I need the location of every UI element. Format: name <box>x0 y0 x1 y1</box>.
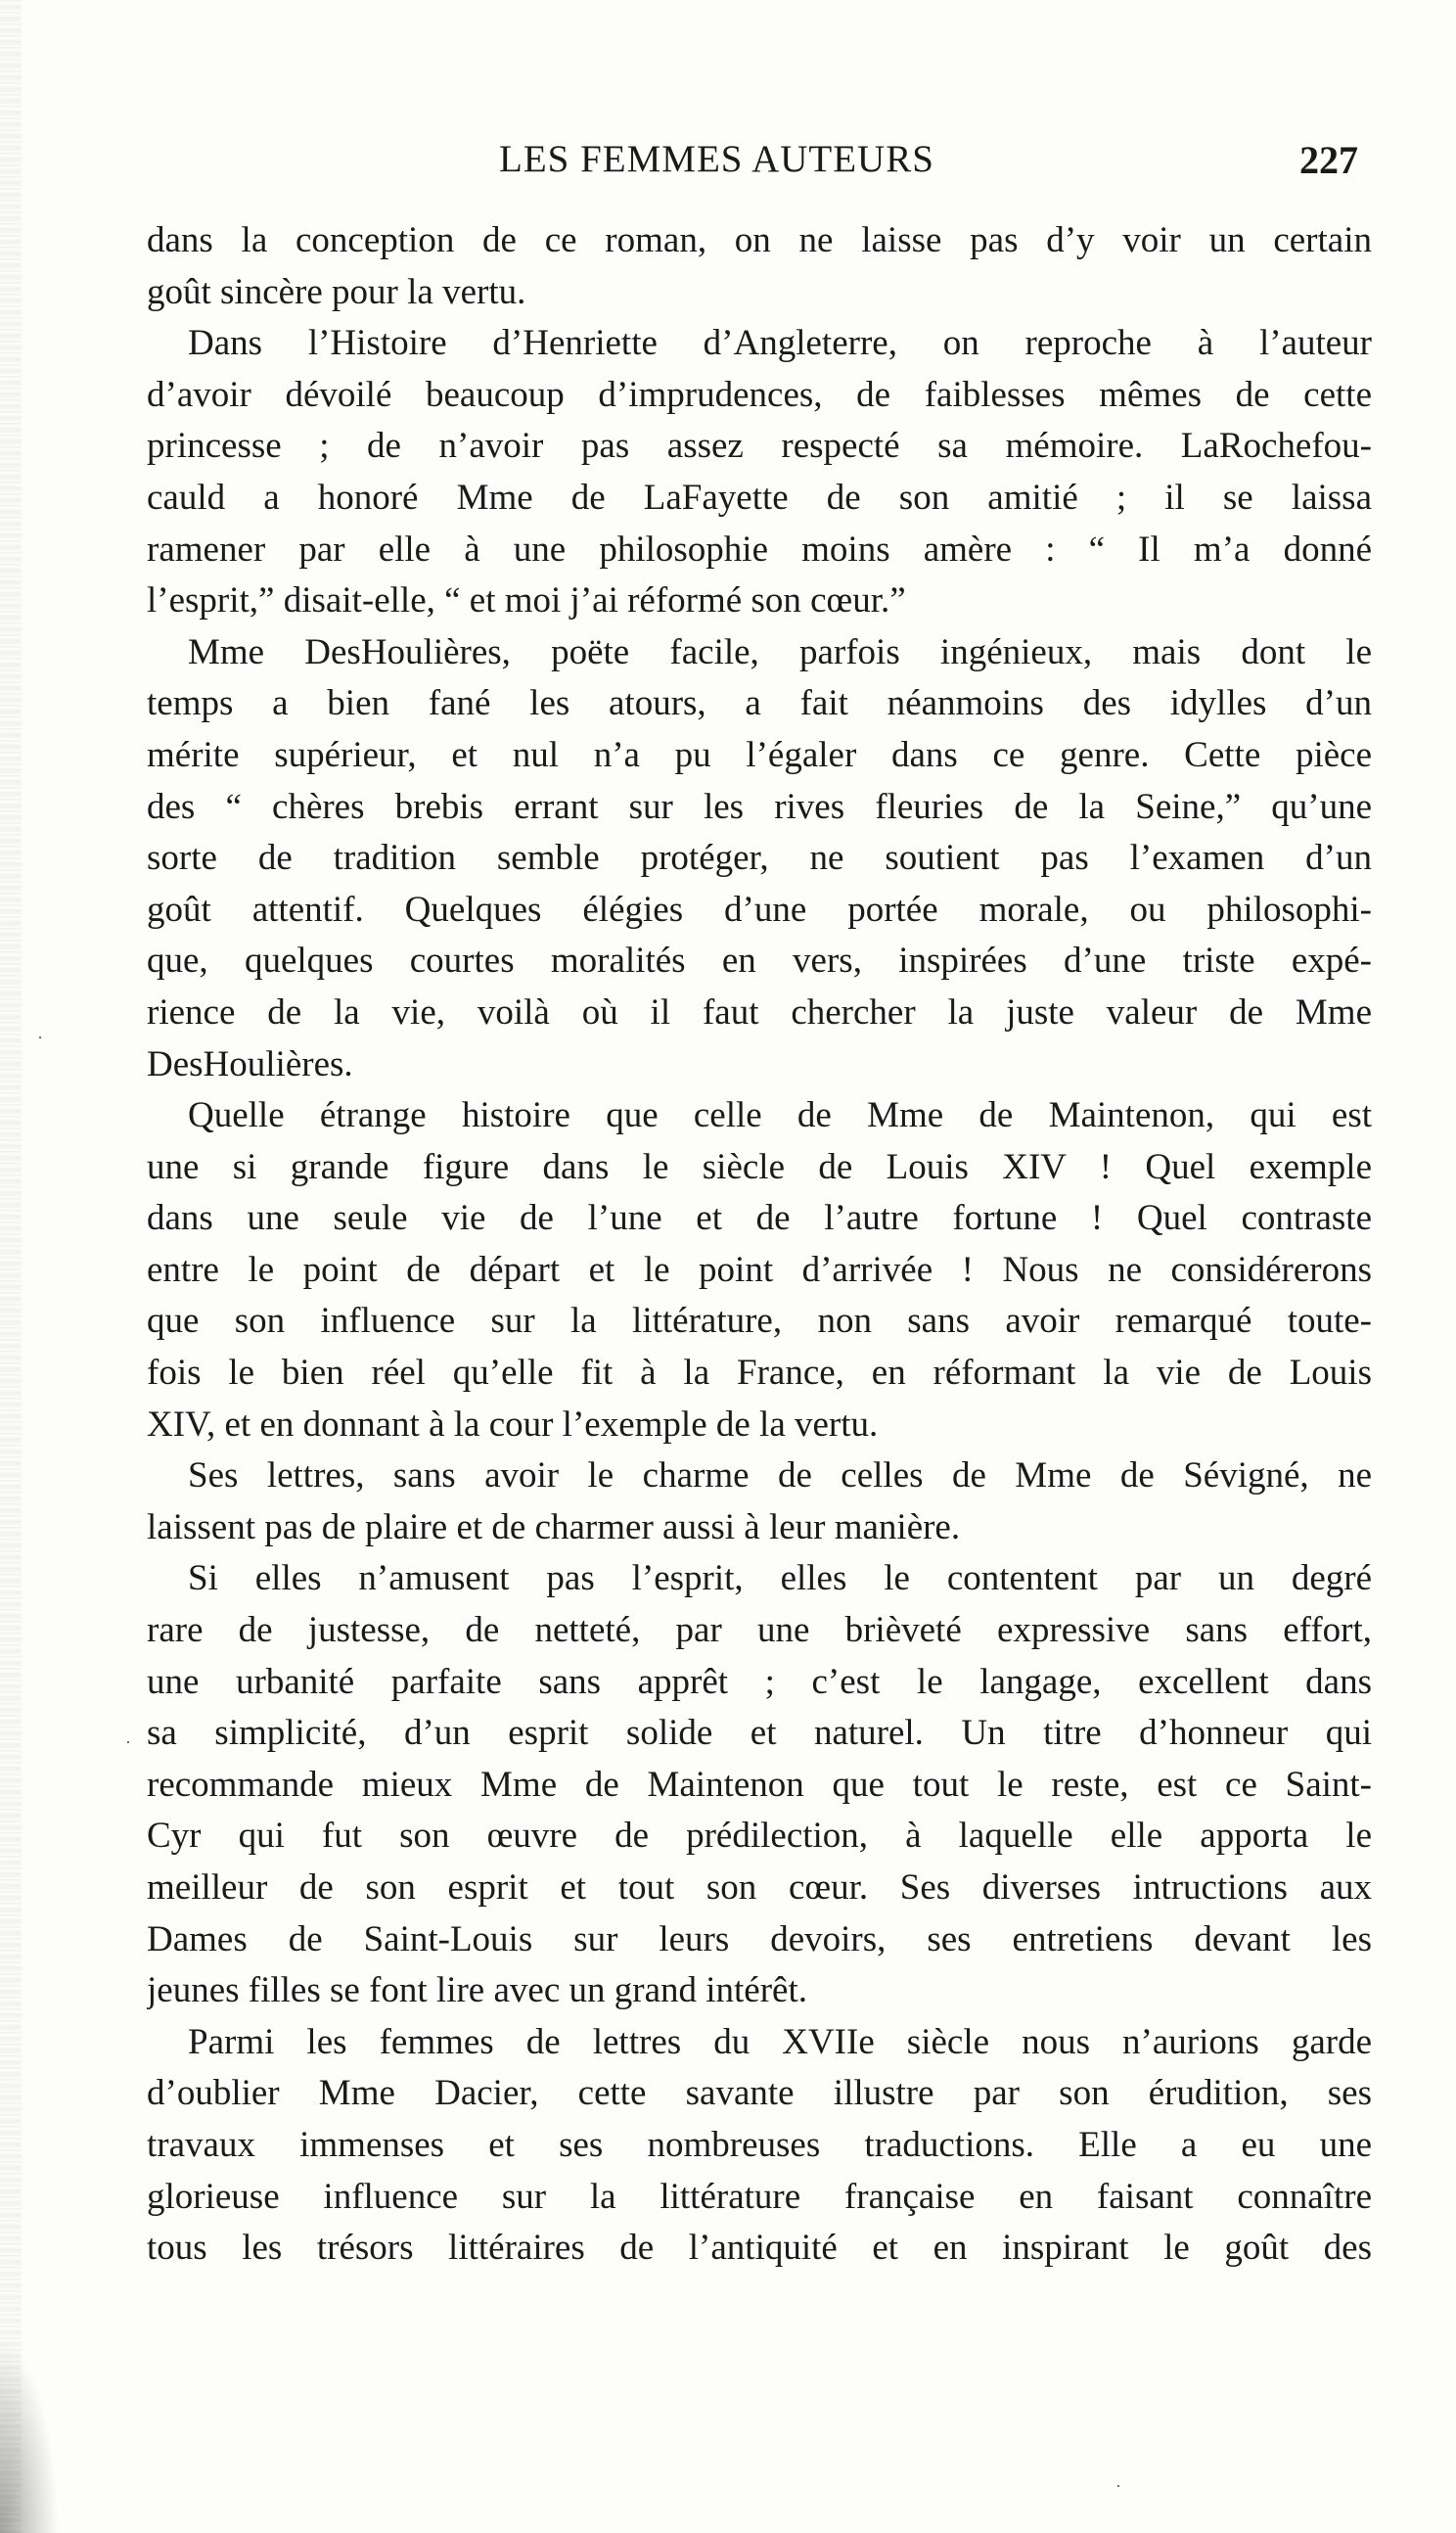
scan-speck: · <box>125 1732 131 1752</box>
text-line: d’oublier Mme Dacier, cette savante illustre par son érudition, ses <box>147 2073 1372 2114</box>
text-line: DesHoulières. <box>147 1043 353 1084</box>
text-line: goût sincère pour la vertu. <box>147 271 526 312</box>
text-line: sa simplicité, d’un esprit solide et naturel. Un titre d’honneur qui <box>147 1713 1372 1754</box>
text-line: Quelle étrange histoire que celle de Mme de Maintenon, qui est <box>188 1095 1372 1136</box>
text-line: d’avoir dévoilé beaucoup d’imprudences, de faiblesses mêmes de cette <box>147 374 1372 415</box>
text-line: dans une seule vie de l’une et de l’autre fortune ! Quel contraste <box>147 1198 1372 1239</box>
text-line: rience de la vie, voilà où il faut chercher la juste valeur de Mme <box>147 991 1372 1033</box>
scan-edge-noise <box>0 0 22 2533</box>
text-line: une si grande figure dans le siècle de Louis XIV ! Quel exemple <box>147 1146 1372 1187</box>
text-line: tous les trésors littéraires de l’antiquité et en inspirant le goût des <box>147 2228 1372 2269</box>
text-line: jeunes filles se font lire avec un grand intérêt. <box>147 1970 807 2011</box>
text-line: l’esprit,” disait-elle, “ et moi j’ai réformé son cœur.” <box>147 580 906 622</box>
text-line: ramener par elle à une philosophie moins amère : “ Il m’a donné <box>147 529 1372 570</box>
text-line: que son influence sur la littérature, non sans avoir remarqué toute- <box>147 1301 1372 1342</box>
scan-edge-smudge <box>0 2339 59 2533</box>
text-line: Dans l’Histoire d’Henriette d’Angleterre, on reproche à l’auteur <box>188 323 1372 364</box>
text-line: Parmi les femmes de lettres du XVIIe siècle nous n’aurions garde <box>188 2021 1372 2062</box>
text-line: laissent pas de plaire et de charmer aussi à leur manière. <box>147 1506 961 1547</box>
text-line: travaux immenses et ses nombreuses traductions. Elle a eu une <box>147 2124 1372 2165</box>
text-line: recommande mieux Mme de Maintenon que tout le reste, est ce Saint- <box>147 1764 1372 1805</box>
text-line: XIV, et en donnant à la cour l’exemple de la vertu. <box>147 1404 879 1445</box>
text-line: princesse ; de n’avoir pas assez respecté sa mémoire. LaRochefou- <box>147 426 1372 467</box>
running-head <box>0 137 1456 186</box>
scan-speck: · <box>1115 2476 1121 2496</box>
text-line: entre le point de départ et le point d’arrivée ! Nous ne considérerons <box>147 1249 1372 1290</box>
scan-speck: · <box>37 1028 43 1047</box>
text-line: glorieuse influence sur la littérature française en faisant connaître <box>147 2176 1372 2217</box>
page-number: 227 <box>1299 138 1358 182</box>
text-line: mérite supérieur, et nul n’a pu l’égaler dans ce genre. Cette pièce <box>147 734 1372 775</box>
text-line: rare de justesse, de netteté, par une brièveté expressive sans effort, <box>147 1610 1372 1651</box>
text-line: Ses lettres, sans avoir le charme de celles de Mme de Sévigné, ne <box>188 1455 1372 1497</box>
text-line: fois le bien réel qu’elle fit à la France, en réformant la vie de Louis <box>147 1353 1372 1394</box>
running-title: LES FEMMES AUTEURS <box>499 138 934 180</box>
text-line: cauld a honoré Mme de LaFayette de son amitié ; il se laissa <box>147 477 1372 518</box>
text-line: Cyr qui fut son œuvre de prédilection, à laquelle elle apporta le <box>147 1816 1372 1857</box>
text-line: Si elles n’amusent pas l’esprit, elles le contentent par un degré <box>188 1558 1372 1599</box>
text-line: que, quelques courtes moralités en vers, inspirées d’une triste expé- <box>147 941 1372 982</box>
text-line: Mme DesHoulières, poëte facile, parfois ingénieux, mais dont le <box>188 631 1372 672</box>
text-line: temps a bien fané les atours, a fait néanmoins des idylles d’un <box>147 683 1372 724</box>
text-line: Dames de Saint-Louis sur leurs devoirs, ses entretiens devant les <box>147 1918 1372 1959</box>
body-text <box>147 215 1372 2275</box>
text-line: sorte de tradition semble protéger, ne soutient pas l’examen d’un <box>147 838 1372 879</box>
text-line: goût attentif. Quelques élégies d’une portée morale, ou philosophi- <box>147 889 1372 930</box>
text-line: une urbanité parfaite sans apprêt ; c’est le langage, excellent dans <box>147 1661 1372 1702</box>
text-line: dans la conception de ce roman, on ne laisse pas d’y voir un certain <box>147 220 1372 260</box>
text-line: des “ chères brebis errant sur les rives fleuries de la Seine,” qu’une <box>147 786 1372 827</box>
text-line: meilleur de son esprit et tout son cœur. Ses diverses intructions aux <box>147 1867 1372 1908</box>
